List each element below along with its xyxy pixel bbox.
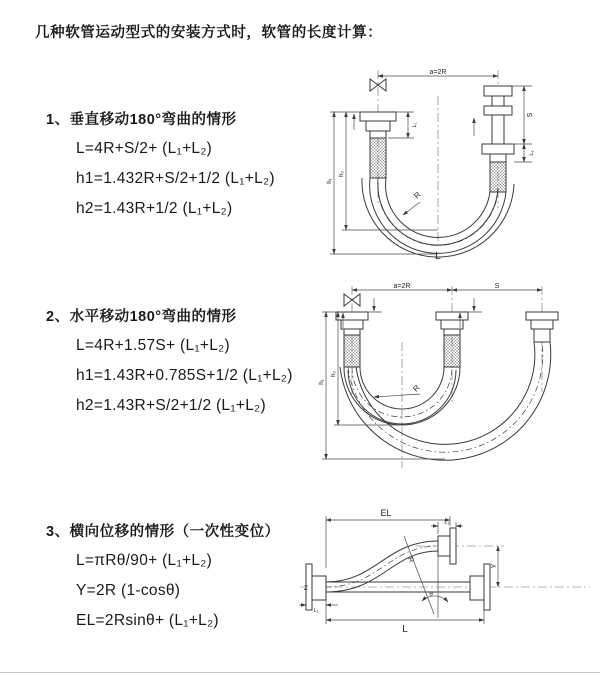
section-3-formula-Y: Y=2R (1-cosθ) [76,582,181,599]
dim-label-l1: L₁ [313,608,319,614]
dim-label-h2: h₂ [339,171,345,177]
page-bottom-rule [0,672,600,673]
dim-label-l2: L₂ [444,520,450,526]
diagram-horizontal-180-bend [310,282,592,470]
dim-label-theta: θ [429,591,433,598]
section-2-formula-L: L=4R+1.57S+ (L₁+L₂) [76,337,230,354]
dim-label-a2r: a=2R [429,69,447,76]
section-2-formula-h1: h1=1.43R+0.785S+1/2 (L₁+L₂) [76,367,293,384]
dim-label-l: L [402,624,408,635]
section-3-heading: 3、横向位移的情形（一次性变位） [46,524,280,540]
dim-label-r: R [406,556,415,564]
dim-label-l: L [435,251,441,260]
diagram-lateral-displacement [298,498,596,662]
hose-s-curve-displaced [326,541,438,592]
dim-label-l2: L₂ [529,150,535,156]
section-3-formula-EL: EL=2Rsinθ+ (L₁+L₂) [76,612,219,629]
dim-label-h1: h₁ [327,178,333,184]
section-1-heading: 1、垂直移动180°弯曲的情形 [46,112,237,128]
section-horizontal-180 [46,305,346,416]
centerline-mark: Z [304,585,308,592]
section-1-formula-L: L=4R+S/2+ (L₁+L₂) [76,140,213,157]
dim-label-l1: L₁ [412,122,418,128]
section-vertical-180 [46,108,346,219]
dim-label-s: S [527,112,534,118]
section-1-formula-h1: h1=1.432R+S/2+1/2 (L₁+L₂) [76,170,275,187]
right-flange-original [470,564,490,610]
left-flange [306,564,326,610]
left-pipe-fitting [336,312,368,367]
section-3-formula-L: L=πRθ/90+ (L₁+L₂) [76,552,213,569]
diagram-vertical-180-bend [316,66,592,260]
right-flange-displaced [438,528,456,564]
right-pipe-fitting [482,86,514,192]
dim-label-r: R [411,383,422,394]
dim-label-y: Y [491,563,498,569]
dim-label-a2r: a=2R [393,283,411,290]
section-2-formula-h2: h2=1.43R+S/2+1/2 (L₁+L₂) [76,397,266,414]
centerlines [378,70,498,249]
section-2-heading: 2、水平移动180°弯曲的情形 [46,309,237,325]
dim-label-el: EL [380,508,392,518]
dim-label-s: S [494,283,500,290]
right-pipe-fitting-moved [526,312,558,342]
middle-pipe-fitting [436,312,468,367]
dim-label-h1: h₁ [319,379,325,385]
dim-label-r: R [412,190,423,201]
left-pipe-fitting [360,112,396,178]
dim-label-h2: h₂ [331,371,337,377]
page-title: 几种软管运动型式的安装方式时，软管的长度计算： [35,25,383,41]
dimension-lines [299,516,498,624]
section-1-formula-h2: h2=1.43R+1/2 (L₁+L₂) [76,200,233,217]
